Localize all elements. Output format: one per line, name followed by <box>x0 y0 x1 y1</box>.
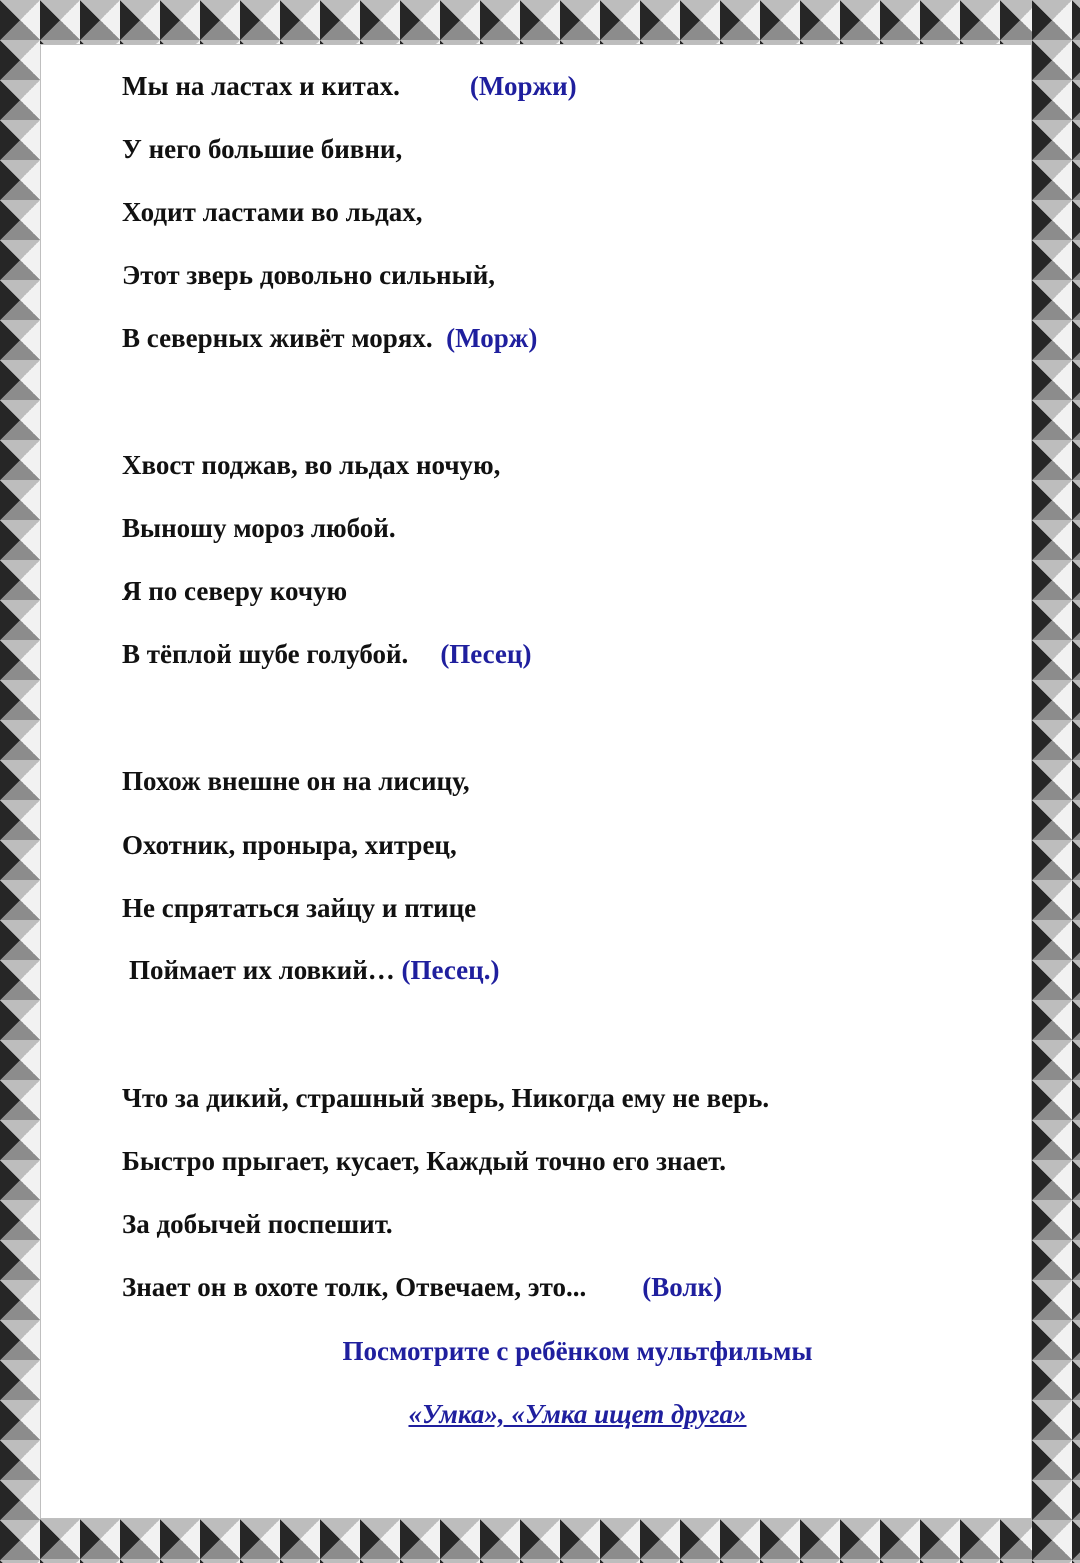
recommendation-text: Посмотрите с ребёнком мультфильмы <box>342 1336 813 1366</box>
riddle-text: Похож внешне он на лисицу, <box>122 766 470 796</box>
riddle-text: Выношу мороз любой. <box>122 513 396 543</box>
riddle-answer: (Моржи) <box>469 71 577 101</box>
riddle-text: Хвост поджав, во льдах ночую, <box>122 450 501 480</box>
riddle-text: Ходит ластами во льдах, <box>122 197 423 227</box>
riddle-line <box>122 638 531 670</box>
riddle-text: Мы на ластах и китах. <box>122 71 400 101</box>
riddle-text: Знает он в охоте толк, Отвечаем, это... <box>122 1272 587 1302</box>
riddle-line <box>122 512 396 544</box>
riddle-line <box>122 1271 722 1303</box>
riddle-line <box>129 954 499 986</box>
riddle-line <box>122 765 470 797</box>
riddle-answer: (Песец) <box>440 639 532 669</box>
riddle-line <box>122 449 500 481</box>
decorative-border-right <box>1032 0 1080 1563</box>
riddle-text: Быстро прыгает, кусает, Каждый точно его знает. <box>122 1146 727 1176</box>
riddle-text: Охотник, проныра, хитрец, <box>122 830 457 860</box>
riddle-line <box>122 1082 769 1114</box>
riddle-answer: (Морж) <box>446 323 538 353</box>
riddle-text: У него большие бивни, <box>122 134 403 164</box>
riddle-line <box>122 892 476 924</box>
riddle-line <box>122 70 577 102</box>
riddle-line <box>122 322 537 354</box>
riddle-text: Я по северу кочую <box>122 576 348 606</box>
riddle-text: Не спрятаться зайцу и птице <box>122 893 477 923</box>
riddle-text: В тёплой шубе голубой. <box>122 639 409 669</box>
riddle-line <box>122 575 347 607</box>
decorative-border-bottom <box>0 1519 1080 1563</box>
riddle-text: За добычей поспешит. <box>122 1209 393 1239</box>
riddle-answer: (Песец.) <box>401 955 500 985</box>
riddle-text: Что за дикий, страшный зверь, Никогда ему не верь. <box>122 1083 770 1113</box>
cartoon-titles <box>0 1398 1080 1430</box>
riddle-text: В северных живёт морях. <box>122 323 433 353</box>
decorative-border-left <box>0 0 40 1563</box>
riddle-answer: (Волк) <box>642 1272 723 1302</box>
riddle-line <box>122 133 402 165</box>
riddle-text: Этот зверь довольно сильный, <box>122 260 496 290</box>
riddle-line <box>122 1145 726 1177</box>
riddle-line <box>122 1208 393 1240</box>
riddle-line <box>122 829 457 861</box>
riddle-line <box>122 196 423 228</box>
cartoon-titles-text: «Умка», «Умка ищет друга» <box>408 1399 747 1429</box>
decorative-border-top <box>0 0 1080 44</box>
riddle-text: Поймает их ловкий… <box>129 955 395 985</box>
riddle-line <box>122 259 495 291</box>
